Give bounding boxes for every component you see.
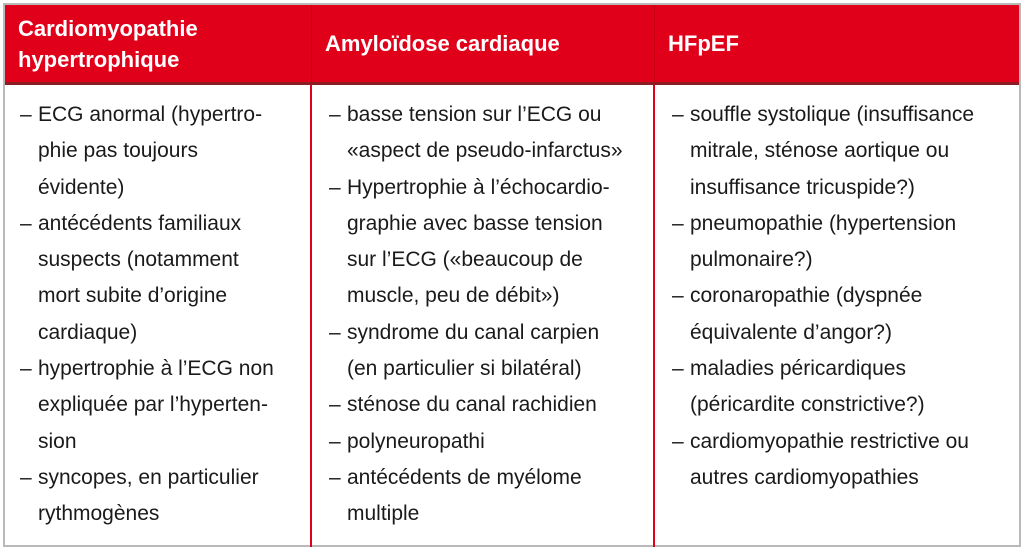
column-amyloidose-cardiaque <box>312 85 655 547</box>
list-item-text: cardiomyopathie restrictive ou autres cardiomyopathies <box>690 429 969 489</box>
list-item <box>20 460 310 533</box>
dash-bullet: – <box>20 211 32 235</box>
list-item <box>672 206 1019 279</box>
header-label: Amyloïdose cardiaque <box>325 31 560 56</box>
dash-bullet: – <box>329 465 341 489</box>
list-item <box>672 97 1019 206</box>
list-item-text: basse tension sur l’ECG ou «aspect de pseudo-infarctus» <box>347 103 623 163</box>
list-item-text: antécédents de myélome multiple <box>347 465 582 526</box>
dash-bullet: – <box>329 393 341 417</box>
header-label: Cardiomyopathie hypertrophique <box>18 15 198 72</box>
list-item-text: hypertrophie à l’ECG non expliquée par l’hyperten- sion <box>38 357 274 453</box>
dash-bullet: – <box>329 429 341 453</box>
table-header-row <box>5 5 1019 85</box>
list-item <box>672 351 1019 424</box>
list-item <box>329 170 653 315</box>
dash-bullet: – <box>672 357 684 381</box>
dash-bullet: – <box>329 103 341 126</box>
dash-bullet: – <box>672 284 684 308</box>
criteria-list <box>329 97 653 533</box>
list-item-text: ECG anormal (hypertro- phie pas toujours évidente) <box>38 103 263 199</box>
list-item-text: souffle systolique (insuffisance mitrale, sténose aortique ou insuffisance tricuspide?) <box>690 103 975 199</box>
list-item-text: Hypertrophie à l’échocardio- graphie avec basse tension sur l’ECG («beaucoup de muscle, peu de débit») <box>347 175 610 308</box>
dash-bullet: – <box>329 175 341 199</box>
list-item <box>329 387 653 423</box>
criteria-list <box>672 97 1019 496</box>
dash-bullet: – <box>672 429 684 453</box>
header-amyloidose-cardiaque <box>312 5 655 82</box>
list-item <box>329 460 653 533</box>
column-hfpef <box>655 85 1019 547</box>
list-item-text: syndrome du canal carpien (en particulier si bilatéral) <box>347 320 600 381</box>
header-hfpef <box>655 5 1019 82</box>
dash-bullet: – <box>672 103 684 126</box>
comparison-table <box>3 3 1021 547</box>
list-item <box>20 351 310 460</box>
list-item <box>20 206 310 351</box>
dash-bullet: – <box>20 465 32 489</box>
dash-bullet: – <box>20 357 32 381</box>
list-item-text: maladies péricardiques (péricardite constrictive?) <box>690 357 925 417</box>
criteria-list <box>20 97 310 533</box>
dash-bullet: – <box>20 103 32 126</box>
header-cardiomyopathie-hypertrophique <box>5 5 312 82</box>
list-item <box>329 97 653 170</box>
dash-bullet: – <box>329 320 341 344</box>
list-item-text: pneumopathie (hypertension pulmonaire?) <box>690 211 957 272</box>
list-item-text: polyneuropathi <box>347 429 485 453</box>
dash-bullet: – <box>672 211 684 235</box>
list-item <box>329 315 653 388</box>
list-item <box>672 424 1019 497</box>
list-item-text: coronaropathie (dyspnée équivalente d’angor?) <box>690 284 923 344</box>
list-item-text: antécédents familiaux suspects (notamment mort subite d’origine cardiaque) <box>38 211 242 344</box>
list-item-text: syncopes, en particulier rythmogènes <box>38 465 259 526</box>
table-body-row <box>5 85 1019 547</box>
list-item <box>20 97 310 206</box>
list-item-text: sténose du canal rachidien <box>347 393 597 417</box>
list-item <box>329 424 653 460</box>
list-item <box>672 278 1019 351</box>
column-cardiomyopathie-hypertrophique <box>5 85 312 547</box>
header-label: HFpEF <box>668 31 739 56</box>
